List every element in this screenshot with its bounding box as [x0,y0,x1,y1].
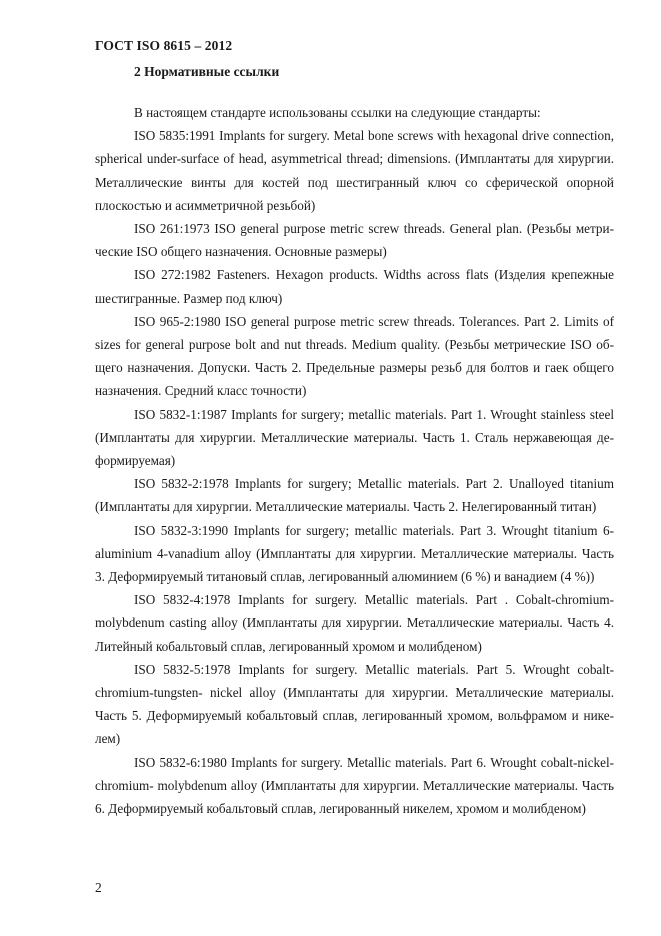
reference-item: ISO 5832-1:1987 Implants for surgery; metallic materials. Part 1. Wrought stainless steel (Имплантаты для хирургии. Металлические материалы. Часть 1. Сталь нержавеющая деформируемая) [95,406,614,469]
section-title: 2 Нормативные ссылки [134,64,280,79]
reference-item: ISO 5832-5:1978 Implants for surgery. Metallic materials. Part 5. Wrought cobalt-chromium-tungsten- nickel alloy (Имплантаты для хирургии. Металлические материалы. Часть 5. Деформируемый кобальтовый сплав, легированный хромом, вольфрамом и никелем) [95,661,614,747]
reference-item: ISO 5832-6:1980 Implants for surgery. Metallic materials. Part 6. Wrought cobalt-nickel-chromium- molybdenum alloy (Имплантаты для хирургии. Металлические материалы. Часть 6. Деформируемый кобальтовый сплав, легированный никелем, хромом и молибденом) [95,754,614,817]
reference-item: ISO 272:1982 Fasteners. Hexagon products. Widths across flats (Изделия крепежные шестигранные. Размер под ключ) [95,267,614,306]
document-header: ГОСТ ISO 8615 – 2012 [95,38,233,53]
page-number: 2 [95,880,102,895]
reference-item: ISO 5832-2:1978 Implants for surgery; Metallic materials. Part 2. Unalloyed titanium (Имплантаты для хирургии. Металлические материалы. Часть 2. Нелегированный титан) [95,476,614,515]
reference-item: ISO 965-2:1980 ISO general purpose metric screw threads. Tolerances. Part 2. Limits of sizes for general purpose bolt and nut threads. Medium quality. (Резьбы метрические ISO общего назначения. Допуски. Часть 2. Предельные размеры резьб для болтов и гаек общего назначения. Средний класс точности) [95,313,614,399]
reference-item: ISO 5832-4:1978 Implants for surgery. Metallic materials. Part . Cobalt-chromium-molybdenum casting alloy (Имплантаты для хирургии. Металлические материалы. Часть 4. Литейный кобальтовый сплав, легированный хромом и молибденом) [95,592,614,654]
reference-item: ISO 5835:1991 Implants for surgery. Metal bone screws with hexagonal drive connection, spherical under-surface of head, asymmetrical thread; dimensions. (Имплантаты для хирургии. Металлические винты для костей под шестигранный ключ со сферической опорной плоскостью и асимметричной резьбой) [95,128,614,213]
document-body [95,101,614,820]
reference-item: ISO 261:1973 ISO general purpose metric screw threads. General plan. (Резьбы метрические ISO общего назначения. Основные размеры) [95,221,614,260]
intro-paragraph: В настоящем стандарте использованы ссылки на следующие стандарты: [134,105,541,120]
reference-item: ISO 5832-3:1990 Implants for surgery; metallic materials. Part 3. Wrought titanium 6-aluminium 4-vanadium alloy (Имплантаты для хирургии. Металлические материалы. Часть 3. Деформируемый титановый сплав, легированный алюминием (6 %) и ванадием (4 %)) [95,522,614,585]
